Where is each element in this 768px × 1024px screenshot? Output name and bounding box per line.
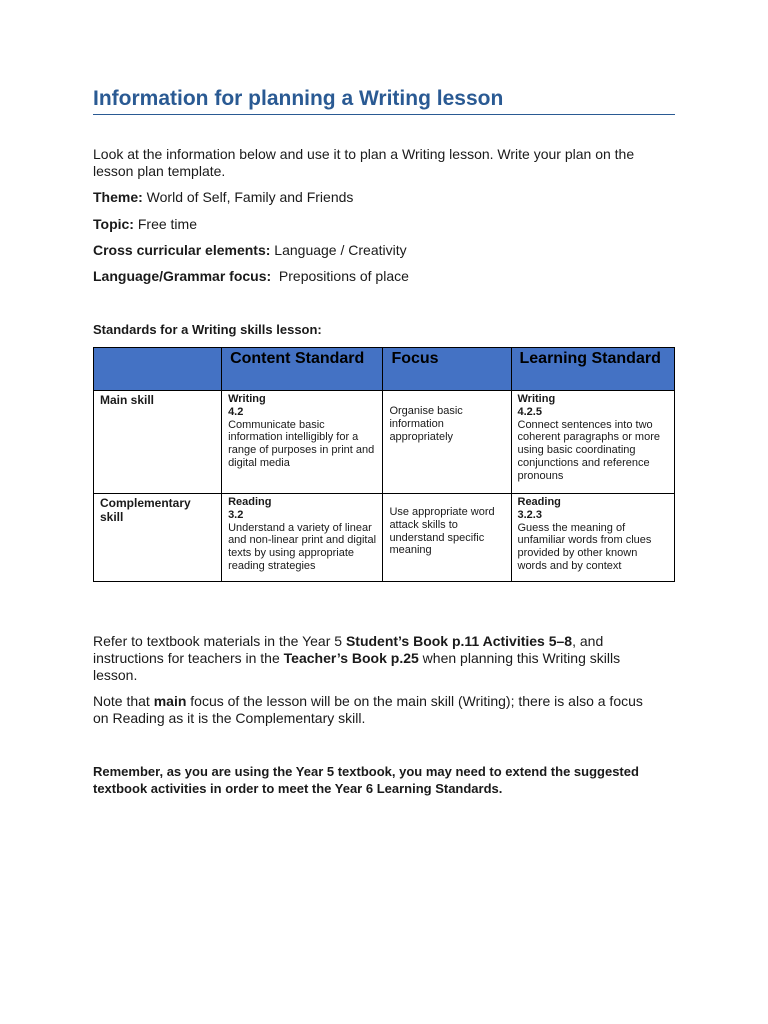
cross-curricular-label: Cross curricular elements: <box>93 242 271 258</box>
note-main: main <box>153 693 187 709</box>
refer-text-2: , and instructions for teachers in the <box>93 633 604 666</box>
title-underline <box>93 114 675 115</box>
note-text-2: focus of the lesson will be on the main skill (Writing); there is also a focus on Reading as it is the Complementary skill. <box>93 693 643 726</box>
table-row <box>94 494 675 582</box>
focus-text: Use appropriate word attack skills to understand specific meaning <box>389 506 495 557</box>
learning-code: 3.2.3 <box>517 508 542 521</box>
theme-label: Theme: <box>93 189 143 205</box>
note-text-1: Note that <box>93 693 154 709</box>
focus-cell <box>383 391 511 494</box>
page-title: Information for planning a Writing lesson <box>93 87 504 110</box>
row-label-cell <box>94 391 222 494</box>
focus-text: Organise basic information appropriately <box>389 405 463 443</box>
topic-line <box>93 216 653 233</box>
learning-standard-cell <box>511 494 675 582</box>
grammar-focus-label: Language/Grammar focus: <box>93 268 272 284</box>
table-header-blank <box>94 348 222 391</box>
note-paragraph <box>93 693 653 727</box>
table-header-content-standard: Content Standard <box>222 348 383 391</box>
table-header-row <box>94 348 675 391</box>
table-header-learning-standard: Learning Standard <box>511 348 675 391</box>
cross-curricular-line <box>93 242 653 259</box>
theme-line <box>93 189 653 206</box>
content-skill: Reading <box>228 496 272 508</box>
learning-text: Connect sentences into two coherent paragraphs or more using basic coordinating conjunctions and reference pronouns <box>517 418 660 482</box>
learning-standard-cell <box>511 391 675 494</box>
learning-code: 4.2.5 <box>517 405 542 418</box>
content-text: Communicate basic information intelligibly for a range of purposes in print and digital media <box>228 418 375 469</box>
refer-text-3: when planning this Writing skills lesson. <box>93 650 621 683</box>
content-text: Understand a variety of linear and non-linear print and digital texts by using appropriate reading strategies <box>228 521 377 572</box>
grammar-focus-value: Prepositions of place <box>271 268 409 284</box>
refer-text-1: Refer to textbook materials in the Year 5 <box>93 633 346 649</box>
grammar-focus-line <box>93 268 653 285</box>
content-standard-cell <box>222 391 383 494</box>
theme-value: World of Self, Family and Friends <box>142 189 354 205</box>
focus-cell <box>383 494 511 582</box>
content-skill: Writing <box>228 393 266 405</box>
remember-paragraph: Remember, as you are using the Year 5 textbook, you may need to extend the suggested textbook activities in order to meet the Year 6 Learning Standards. <box>93 764 639 796</box>
learning-skill: Reading <box>517 496 561 508</box>
table-header-focus: Focus <box>383 348 511 391</box>
content-code: 4.2 <box>228 405 244 418</box>
intro-paragraph: Look at the information below and use it to plan a Writing lesson. Write your plan on the lesson plan template. <box>93 146 635 179</box>
row-label-cell <box>94 494 222 582</box>
learning-skill: Writing <box>517 393 556 405</box>
topic-label: Topic: <box>93 216 134 232</box>
standards-table <box>93 347 675 582</box>
topic-value: Free time <box>133 216 197 232</box>
refer-teachers-book: Teacher’s Book p.25 <box>283 650 419 666</box>
cross-curricular-value: Language / Creativity <box>270 242 407 258</box>
standards-heading: Standards for a Writing skills lesson: <box>93 322 322 337</box>
row-label: Main skill <box>100 393 155 407</box>
content-code: 3.2 <box>228 508 244 521</box>
table-row <box>94 391 675 494</box>
content-standard-cell <box>222 494 383 582</box>
refer-students-book: Student’s Book p.11 Activities 5–8 <box>345 633 573 649</box>
learning-text: Guess the meaning of unfamiliar words from clues provided by other known words and by context <box>517 521 652 572</box>
refer-paragraph <box>93 633 653 684</box>
row-label: Complementary skill <box>100 496 191 524</box>
